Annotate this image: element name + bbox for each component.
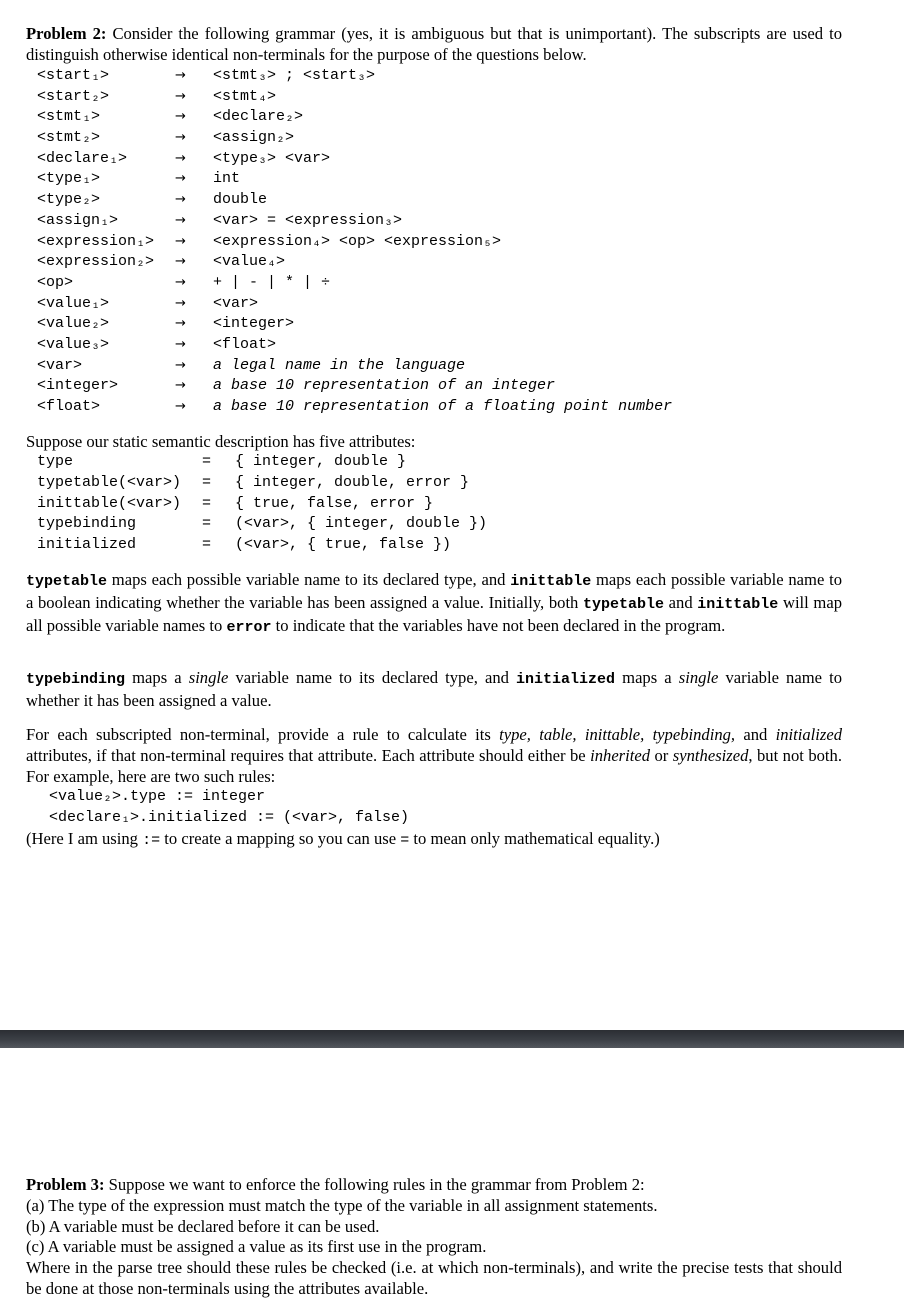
example-rules	[49, 787, 409, 829]
problem-3	[26, 1175, 842, 1300]
grammar-rule	[37, 252, 857, 273]
paragraph-text: will map all possible variable names to	[26, 592, 842, 635]
grammar-rule	[37, 232, 857, 253]
example-rule: <declare₁>.initialized := (<var>, false)	[49, 808, 410, 826]
attributes-table	[37, 452, 637, 556]
emphasis: type, table, inittable, typebinding,	[499, 725, 736, 744]
rule-rhs: int	[213, 170, 241, 188]
code-term: error	[226, 618, 272, 636]
grammar-rule	[37, 66, 857, 87]
paragraph-text: or	[650, 745, 673, 765]
grammar-rule	[37, 397, 857, 418]
attribute-value: (<var>, { integer, double })	[235, 515, 488, 533]
assignment-note	[26, 829, 842, 852]
rule-rhs: <value₄>	[213, 253, 286, 271]
attribute-row	[37, 473, 637, 494]
paragraph-text: maps a	[615, 668, 679, 687]
rule-rhs: <assign₂>	[213, 129, 295, 147]
paragraph-text: maps each possible variable name to a boolean indicating whether the variable has been assigned a value. Initially, both	[26, 570, 842, 612]
code-term: inittable	[510, 573, 592, 590]
rule-lhs: <declare₁>	[37, 149, 128, 167]
arrow-icon: →	[175, 254, 186, 270]
rule-rhs: <var> = <expression₃>	[213, 211, 403, 229]
grammar-rule	[37, 314, 857, 335]
code-term: inittable	[697, 595, 779, 613]
arrow-icon: →	[175, 192, 186, 208]
code-term: typetable	[26, 573, 108, 590]
code-term: =	[400, 832, 410, 849]
rule-rhs: <declare₂>	[213, 108, 304, 126]
typetable-paragraph	[26, 570, 842, 638]
grammar-rule	[37, 190, 857, 211]
paragraph-text: variable name to its declared type, and	[228, 668, 517, 687]
grammar-rule	[37, 211, 857, 232]
arrow-icon: →	[175, 171, 186, 187]
rule-lhs: <value₃>	[37, 335, 110, 353]
rule-lhs: <float>	[37, 398, 101, 415]
rule-item: (b) A variable must be declared before it can be used.	[26, 1216, 380, 1236]
rule-rhs: <stmt₄>	[213, 87, 277, 105]
arrow-icon: →	[175, 295, 186, 311]
arrow-icon: →	[175, 336, 186, 352]
arrow-icon: →	[175, 274, 186, 290]
attribute-equals: =	[202, 453, 212, 470]
paragraph-text: and	[664, 592, 698, 612]
emphasis: inherited	[590, 745, 651, 765]
paragraph-text: (Here I am using	[26, 829, 143, 848]
code-term: :=	[142, 832, 161, 849]
attribute-equals: =	[202, 515, 212, 533]
grammar-rule	[37, 87, 857, 108]
arrow-icon: →	[175, 233, 186, 249]
attribute-name: initialized	[37, 536, 137, 554]
arrow-icon: →	[175, 109, 186, 125]
emphasis: single	[188, 668, 229, 687]
attribute-name: typebinding	[37, 515, 137, 533]
attribute-equals: =	[202, 473, 212, 491]
rule-rhs: <float>	[213, 335, 277, 353]
rule-lhs: <integer>	[37, 377, 119, 395]
paragraph-text: to indicate that the variables have not been declared in the program.	[271, 615, 726, 635]
rule-lhs: <stmt₁>	[37, 108, 101, 126]
grammar-rule	[37, 128, 857, 149]
rule-lhs: <value₂>	[37, 315, 110, 333]
rule-lhs: <start₂>	[37, 87, 110, 105]
paragraph-text: For each subscripted non-terminal, provide a rule to calculate its	[26, 725, 500, 744]
grammar-table	[37, 66, 857, 418]
attribute-row	[37, 494, 637, 515]
paragraph-text: maps a	[125, 668, 189, 687]
rule-rhs: double	[213, 191, 268, 209]
attribute-equals: =	[202, 536, 212, 554]
problem-2-intro-text: Consider the following grammar (yes, it is ambiguous but that is unimportant). The subscripts are used to distinguish otherwise identical non-terminals for the purpose of the questions below.	[26, 24, 842, 64]
arrow-icon: →	[175, 68, 186, 83]
rule-lhs: <assign₁>	[37, 211, 119, 229]
emphasis: initialized	[775, 725, 842, 744]
attribute-name: typetable(<var>)	[37, 473, 182, 491]
rule-lhs: <type₁>	[37, 170, 101, 188]
problem-3-closing: Where in the parse tree should these rules be checked (i.e. at which non-terminals), and write the precise tests that should be done at those non-terminals using the attributes available.	[26, 1258, 842, 1298]
attribute-row	[37, 514, 637, 535]
attribute-value: { integer, double, error }	[235, 473, 470, 491]
typebinding-paragraph	[26, 668, 842, 712]
grammar-rule	[37, 356, 857, 377]
paragraph-text: , but not both. For example, here are two such rules:	[26, 745, 842, 786]
paragraph-text: to mean only mathematical equality.)	[409, 829, 660, 848]
grammar-rule	[37, 273, 857, 294]
rule-rhs: <integer>	[213, 315, 295, 333]
rule-rhs: <var>	[213, 294, 259, 312]
rule-item: (c) A variable must be assigned a value as its first use in the program.	[26, 1237, 487, 1257]
example-rule: <value₂>.type := integer	[49, 788, 266, 805]
rule-lhs: <var>	[37, 356, 83, 374]
rule-lhs: <stmt₂>	[37, 129, 101, 147]
problem-3-intro	[26, 1175, 842, 1196]
rule-lhs: <op>	[37, 273, 74, 291]
emphasis: single	[678, 668, 719, 687]
grammar-rule	[37, 335, 857, 356]
page-divider	[0, 1030, 904, 1048]
rule-rhs: + | - | * | ÷	[213, 273, 331, 291]
rule-lhs: <expression₂>	[37, 253, 155, 271]
grammar-rule	[37, 169, 857, 190]
attribute-row	[37, 452, 637, 473]
rule-rhs: a legal name in the language	[213, 356, 466, 374]
arrow-icon: →	[175, 316, 186, 332]
instructions-paragraph	[26, 725, 842, 787]
problem-3-heading: Problem 3:	[26, 1175, 105, 1194]
rule-lhs: <expression₁>	[37, 232, 155, 250]
paragraph-text: variable name to whether it has been assigned a value.	[26, 668, 842, 710]
arrow-icon: →	[175, 357, 186, 373]
arrow-icon: →	[175, 399, 186, 414]
attribute-value: (<var>, { true, false })	[235, 536, 452, 554]
attribute-value: { true, false, error }	[235, 494, 434, 512]
attribute-name: type	[37, 453, 74, 470]
arrow-icon: →	[175, 150, 186, 166]
grammar-rule	[37, 376, 857, 397]
rule-rhs: a base 10 representation of a floating point number	[213, 398, 673, 415]
grammar-rule	[37, 149, 857, 170]
paragraph-text: to create a mapping so you can use	[160, 829, 401, 848]
arrow-icon: →	[175, 88, 186, 104]
rule-rhs: a base 10 representation of an integer	[213, 377, 556, 395]
arrow-icon: →	[175, 212, 186, 228]
rule-lhs: <type₂>	[37, 191, 101, 209]
paragraph-text: maps each possible variable name to its declared type, and	[107, 570, 511, 589]
code-term: initialized	[516, 671, 616, 688]
rule-rhs: <type₃> <var>	[213, 149, 331, 167]
rule-item: (a) The type of the expression must match the type of the variable in all assignment statements.	[26, 1195, 658, 1215]
arrow-icon: →	[175, 378, 186, 394]
attribute-value: { integer, double }	[235, 453, 407, 470]
rule-rhs: <stmt₃> ; <start₃>	[213, 67, 376, 84]
attribute-equals: =	[202, 494, 212, 512]
grammar-rule	[37, 294, 857, 315]
grammar-rule	[37, 107, 857, 128]
rule-rhs: <expression₄> <op> <expression₅>	[213, 232, 502, 250]
problem-2-intro	[26, 24, 842, 66]
problem-2-heading: Problem 2:	[26, 24, 107, 43]
attributes-intro: Suppose our static semantic description has five attributes:	[26, 432, 416, 451]
code-term: typetable	[583, 595, 665, 613]
rule-lhs: <value₁>	[37, 294, 110, 312]
emphasis: synthesized	[672, 745, 749, 765]
paragraph-text: attributes, if that non-terminal requires that attribute. Each attribute should either be	[26, 745, 591, 765]
code-term: typebinding	[26, 671, 126, 688]
problem-3-intro-text: Suppose we want to enforce the following rules in the grammar from Problem 2:	[108, 1175, 645, 1194]
paragraph-text: and	[735, 725, 776, 744]
attribute-row	[37, 535, 637, 556]
attribute-name: inittable(<var>)	[37, 494, 182, 512]
rule-lhs: <start₁>	[37, 67, 110, 84]
arrow-icon: →	[175, 130, 186, 146]
